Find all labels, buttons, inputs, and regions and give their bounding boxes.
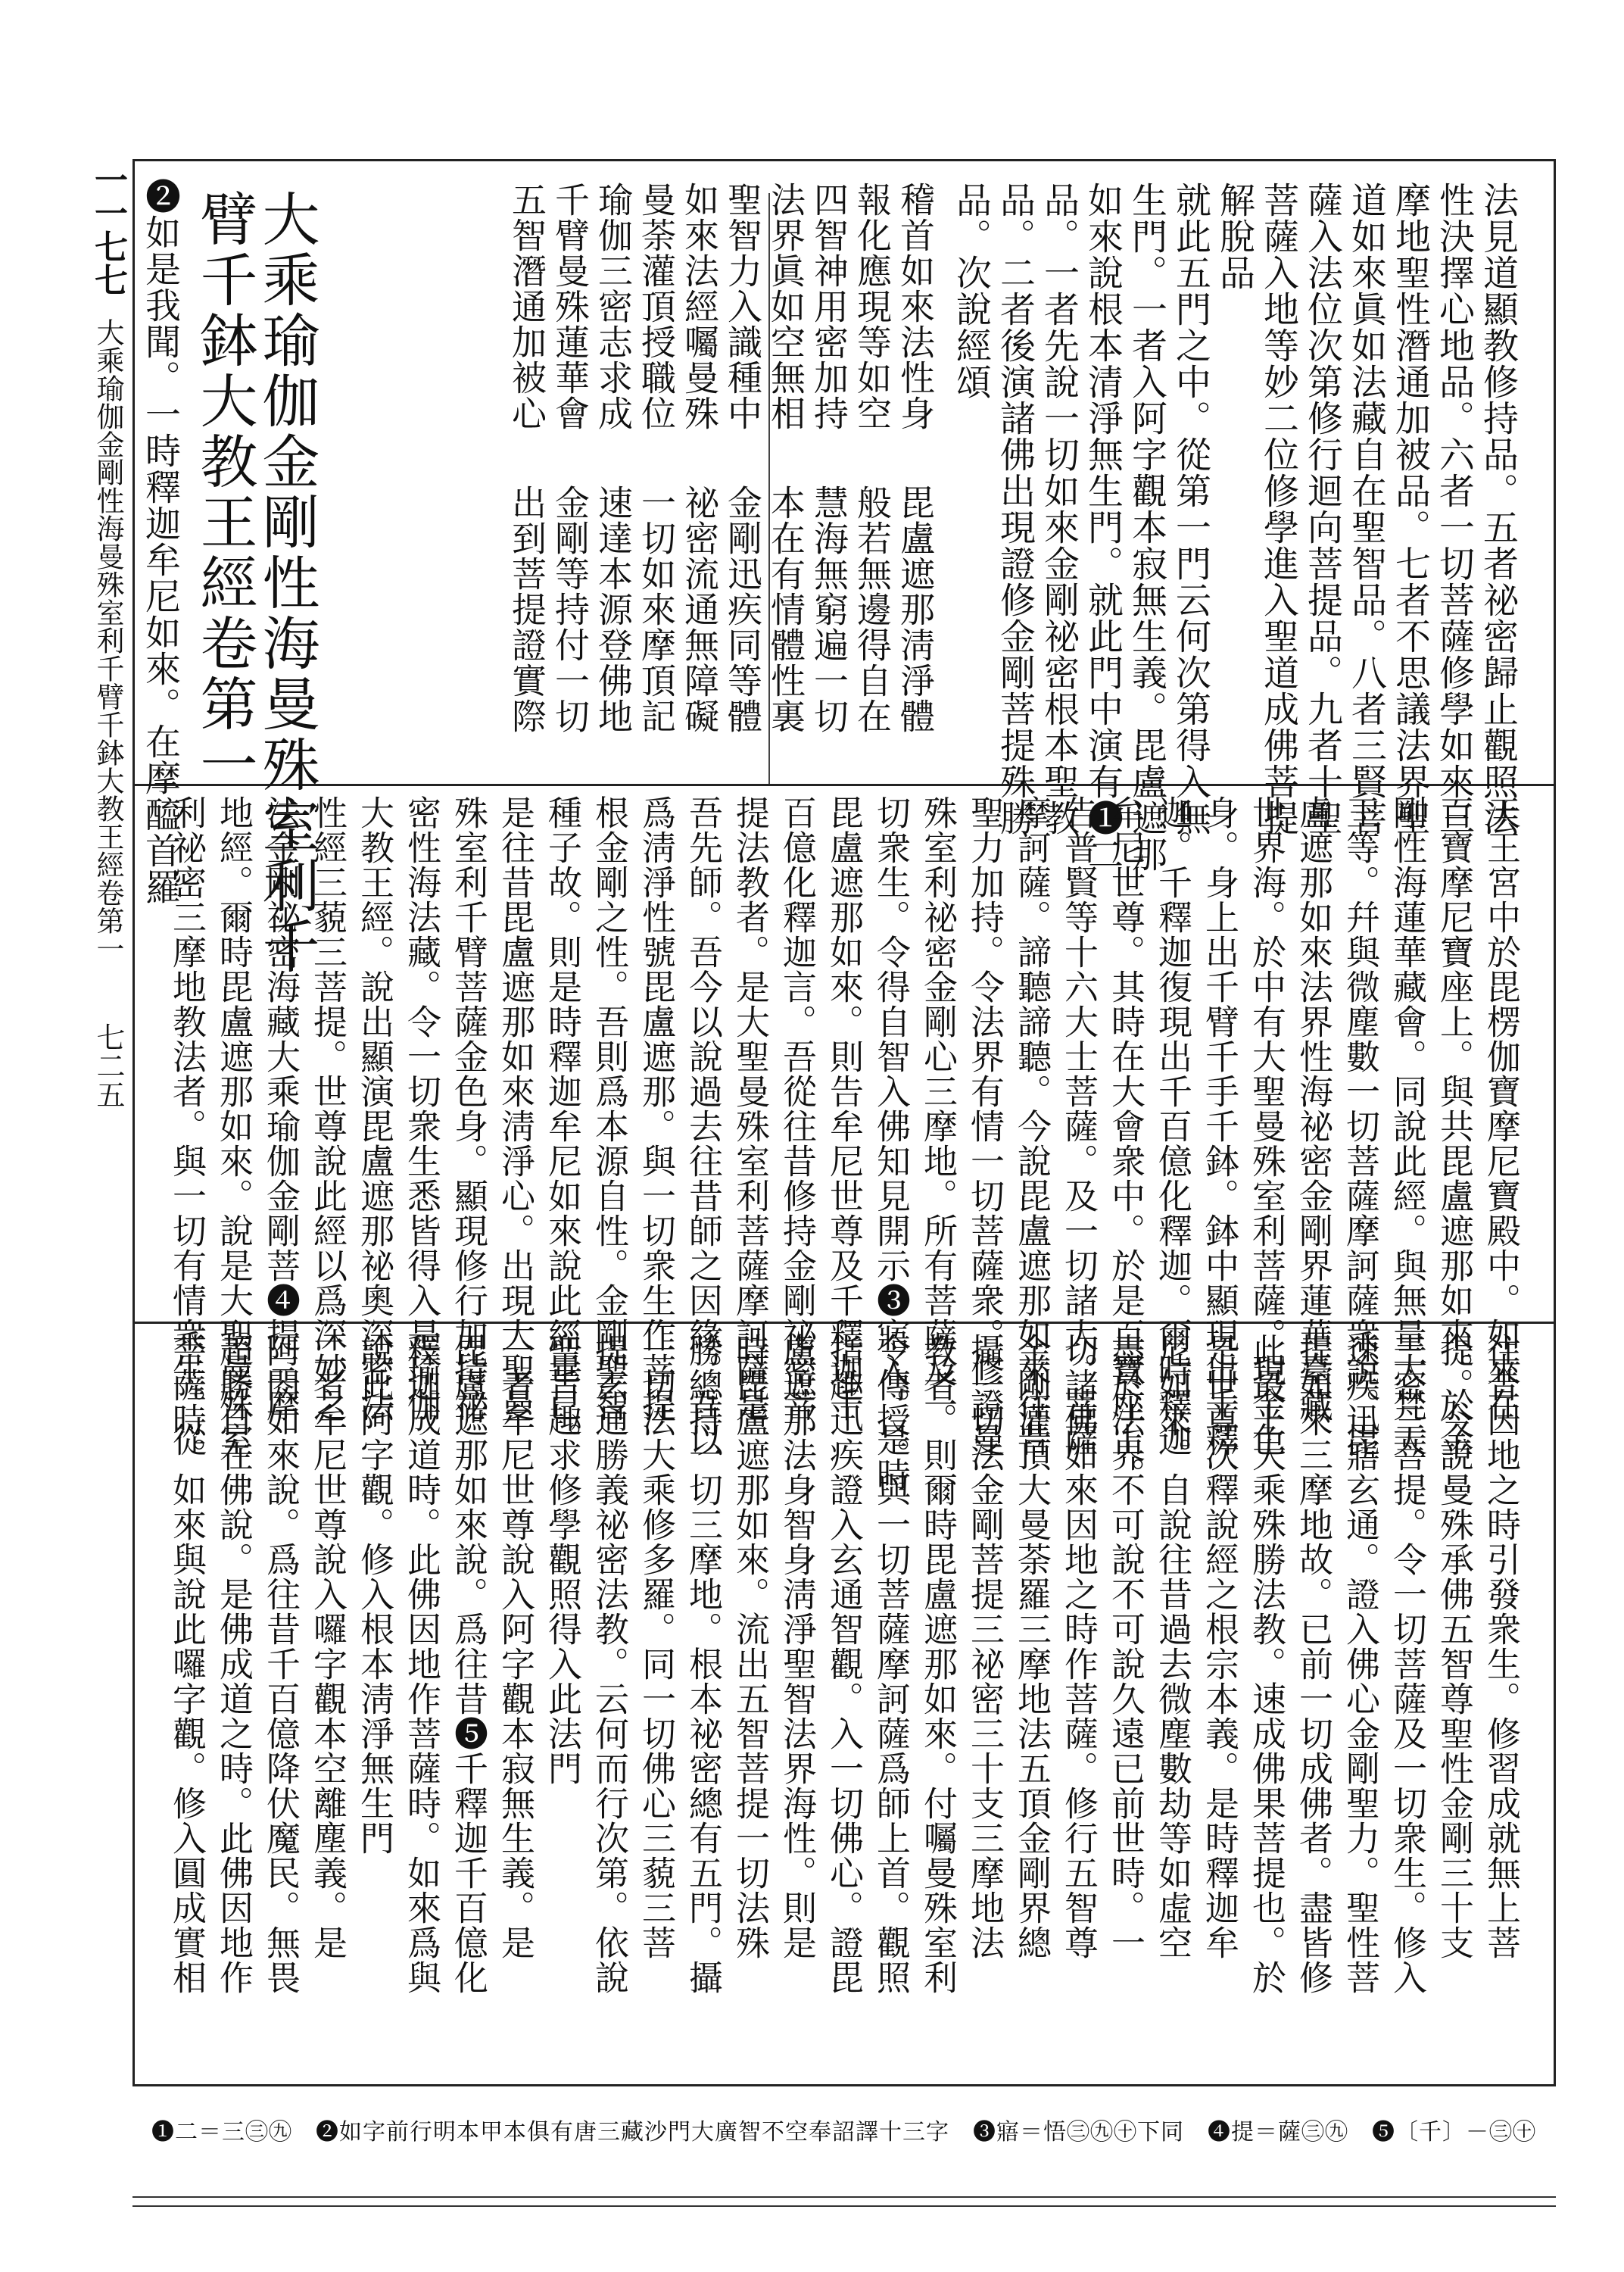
lower-column: 令傳授。與一切菩薩摩訶薩爲師上首。觀照 bbox=[871, 1333, 911, 1995]
lower-column: 提玄通勝義祕密法教。云何而行次第。依說 bbox=[589, 1333, 629, 1995]
lower-column: 二者牟尼世尊說入囉字觀本空離塵義。是 bbox=[307, 1333, 348, 1960]
middle-column: 剛性海蓮華藏會。同說此經。與無量大梵天 bbox=[1387, 795, 1427, 1457]
lower-column: 阿閦如來說。爲往昔千百億降伏魔民。無畏 bbox=[260, 1333, 301, 1995]
middle-column: 是往昔毘盧遮那如來淸淨心。出現大聖曼 bbox=[495, 795, 535, 1422]
lower-column: 提如來三摩地故。已前一切成佛者。盡皆修 bbox=[1293, 1333, 1333, 1995]
lower-column: 聖旨趣求修學觀照得入此法門 bbox=[542, 1333, 582, 1786]
middle-column: 性經三藐三菩提。世尊說此經以爲深妙之 bbox=[307, 795, 348, 1422]
middle-column: 殊室利千臂菩薩金色身。顯現修行加持祕 bbox=[448, 795, 488, 1422]
middle-column: 地經。爾時毘盧遮那如來。說是大聖曼殊室 bbox=[214, 795, 254, 1457]
folio-number: 七二五 bbox=[92, 1022, 125, 1109]
lower-column: 說此阿字觀。修入根本淸淨無生門 bbox=[354, 1333, 394, 1855]
lower-column: 切諸佛如來因地之時作菩薩。修行五智尊 bbox=[1058, 1333, 1099, 1960]
lower-column: 盡於法界不可說不可說久遠已前世時。一 bbox=[1105, 1333, 1146, 1960]
middle-column: 摩訶薩。諦聽諦聽。今說毘盧遮那如來往昔 bbox=[1011, 795, 1052, 1457]
upper-column: 摩地聖性潛通加被品。七者不思議法界聖 bbox=[1389, 182, 1431, 836]
verse-upper-column: 千臂曼殊蓮華會 bbox=[550, 182, 591, 431]
lower-column: 提。今說曼殊承佛五智尊聖性金剛三十支 bbox=[1434, 1333, 1474, 1960]
middle-column: 爲淸淨性號毘盧遮那。與一切衆生作菩提 bbox=[636, 795, 676, 1422]
running-title: 大乘瑜伽金剛性海曼殊室利千臂千鉢大教王經卷第一 bbox=[92, 318, 124, 963]
verse-upper-column: 四智神用密加持 bbox=[809, 182, 849, 431]
lower-column: 三密三菩提。令一切菩薩及一切衆生。修入 bbox=[1387, 1333, 1427, 1995]
footer-rule-2 bbox=[132, 2205, 1556, 2207]
lower-column: 攝一切法金剛菩提三祕密三十支三摩地法 bbox=[965, 1333, 1005, 1960]
lower-column: 盧遮那法身智身淸淨聖智法界海性。則是 bbox=[777, 1333, 817, 1960]
middle-column: 王等。幷與微塵數一切菩薩摩訶薩衆說。毘 bbox=[1340, 795, 1380, 1457]
lower-column: 菩薩時。如來與說此囉字觀。修入圓成實相 bbox=[167, 1333, 207, 1995]
lower-column: 釋迦成道時。此佛因地作菩薩時。如來爲與 bbox=[401, 1333, 441, 1995]
verse-lower-column: 金剛等持付一切 bbox=[550, 485, 591, 734]
upper-column: 道如來眞如法藏自在聖智品。八者三賢菩 bbox=[1345, 182, 1387, 836]
middle-column: 聖力加持。令法界有情一切菩薩衆。修證曼 bbox=[965, 795, 1005, 1457]
verse-upper-column: 法界眞如空無相 bbox=[765, 182, 806, 431]
sutra-title-line1: 大乘瑜伽金剛性海曼殊室利千 bbox=[253, 189, 320, 977]
lower-column: 金剛灌頂大曼荼羅三摩地法五頂金剛界總 bbox=[1011, 1333, 1052, 1960]
middle-column: 吾先師。吾今以說過去往昔師之因緣。吾以 bbox=[683, 795, 723, 1457]
middle-column: 百寶摩尼寶座上。與共毘盧遮那如來。於金 bbox=[1434, 795, 1474, 1457]
upper-column: 解脫品 bbox=[1214, 182, 1255, 291]
upper-column: 就此五門之中。從第一門云何次第得入無 bbox=[1170, 182, 1211, 836]
middle-column: 天王宮中於毘楞伽寶摩尼寶殿中。如來在 bbox=[1481, 795, 1521, 1422]
lower-column: 一者牟尼世尊說入阿字觀本寂無生義。是 bbox=[495, 1333, 535, 1960]
middle-column: 密性海法藏。令一切衆生悉皆得入是瑜伽 bbox=[401, 795, 441, 1422]
lower-column: 勝總持一切三摩地。根本祕密總有五門。攝 bbox=[683, 1333, 723, 1995]
upper-column: 品。次說經頌 bbox=[950, 182, 992, 400]
footnotes: ❶二＝三㊂㊈ ❷如字前行明本甲本俱有唐三藏沙門大廣智不空奉詔譯十三字 ❸寤＝悟㊂㊈㊉下同 ❹提＝薩㊂㊈ ❺〔千〕－㊂㊉ bbox=[151, 2119, 1536, 2146]
middle-column: 毘盧遮那如來。則告牟尼世尊及千釋迦千 bbox=[824, 795, 864, 1422]
lower-column: 時毘盧遮那如來。流出五智菩提一切法殊 bbox=[730, 1333, 770, 1960]
verse-lower-column: 般若無邊得自在 bbox=[852, 485, 893, 734]
middle-column: 利祕密三摩地教法者。與一切有情衆生。從 bbox=[167, 795, 207, 1457]
verse-lower-column: 祕密流通無障礙 bbox=[679, 485, 720, 734]
verse-lower-column: 慧海無窮遍一切 bbox=[809, 485, 849, 734]
middle-column: 種子故。則是時釋迦牟尼如來說此經畢已。 bbox=[542, 795, 582, 1457]
lower-column: 尼如來。自說往昔過去微塵數劫等如虛空 bbox=[1152, 1333, 1192, 1960]
upper-column: 菩薩入地等妙二位修學進入聖道成佛菩提 bbox=[1258, 182, 1299, 836]
lower-column: 教者。則爾時毘盧遮那如來。付囑曼殊室利 bbox=[918, 1333, 958, 1995]
verse-upper-column: 聖智力入識種中 bbox=[722, 182, 763, 431]
opening-line: ❷如是我聞。一時釋迦牟尼如來。在摩醯首羅 bbox=[139, 178, 181, 905]
middle-column: 切衆生。令得自智入佛知見開示❸寤入。是時 bbox=[871, 795, 911, 1492]
middle-column: 根金剛之性。吾則爲本源自性。金剛聖智 bbox=[589, 795, 629, 1422]
middle-column: 身。身上出千臂千手千鉢。鉢中顯現出千釋 bbox=[1199, 795, 1239, 1457]
middle-column: 告普賢等十六大士菩薩。及一切諸大。菩薩 bbox=[1058, 795, 1099, 1457]
footer-rule-1 bbox=[132, 2196, 1556, 2198]
upper-column: 如來說根本清淨無生門。就此門中演有❶二 bbox=[1082, 182, 1124, 872]
verse-lower-column: 毘盧遮那淸淨體 bbox=[895, 485, 936, 734]
verse-lower-column: 本在有情體性裏 bbox=[765, 485, 806, 734]
middle-column: 法金剛祕密海藏大乘瑜伽金剛菩❹提三摩 bbox=[260, 795, 301, 1422]
verse-upper-column: 五智潛通加被心 bbox=[507, 182, 547, 431]
lower-column: 往昔因地之時引發衆生。修習成就無上菩 bbox=[1481, 1333, 1521, 1960]
middle-column: 殊室利祕密金剛心三摩地。所有菩薩及一 bbox=[918, 795, 958, 1422]
page-number: 一一七七 bbox=[89, 163, 127, 296]
middle-column: 牟尼世尊。其時在大會衆中。於是百寶座上。 bbox=[1105, 795, 1146, 1492]
upper-column: 法見道顯教修持品。五者祕密歸止觀照法 bbox=[1477, 182, 1519, 836]
sutra-title-line2: 臂千鉢大教王經卷第一 bbox=[191, 189, 258, 795]
upper-column: 品。一者先說一切如來金剛祕密根本聖教 bbox=[1038, 182, 1080, 836]
lower-column: 此最上大乘殊勝法教。速成佛果菩提也。於 bbox=[1246, 1333, 1286, 1995]
middle-column: 世界海。於中有大聖曼殊室利菩薩。現金色 bbox=[1246, 795, 1286, 1457]
verse-upper-column: 如來法經囑曼殊 bbox=[679, 182, 720, 431]
verse-upper-column: 瑜伽三密志求成 bbox=[593, 182, 634, 431]
verse-lower-column: 速達本源登佛地 bbox=[593, 485, 634, 734]
verse-lower-column: 一切如來摩頂記 bbox=[636, 485, 677, 734]
upper-column: 品。二者後演諸佛出現證修金剛菩提殊勝 bbox=[994, 182, 1036, 836]
lower-column: 毘盧遮那如來說。爲往昔❺千釋迦千百億化 bbox=[448, 1333, 488, 1995]
verse-upper-column: 稽首如來法性身 bbox=[895, 182, 936, 431]
upper-column: 性決擇心地品。六者一切菩薩修學如來三 bbox=[1433, 182, 1475, 836]
middle-column: 迦。千釋迦復現出千百億化釋迦。爾時釋迦 bbox=[1152, 795, 1192, 1457]
middle-column: 大教王經。說出顯演毘盧遮那祕奧深密法 bbox=[354, 795, 394, 1422]
verse-upper-column: 報化應現等如空 bbox=[852, 182, 893, 431]
lower-column: 指趣迅疾證入玄通智觀。入一切佛心。證毘 bbox=[824, 1333, 864, 1995]
verse-upper-column: 曼荼灌頂授職位 bbox=[636, 182, 677, 431]
upper-column: 薩入法位次第修行迴向菩提品。九者十聖 bbox=[1301, 182, 1343, 836]
middle-column: 提法教者。是大聖曼殊室利菩薩摩訶薩是 bbox=[730, 795, 770, 1422]
lower-column: 超勝自在佛說。是佛成道之時。此佛因地作 bbox=[214, 1333, 254, 1995]
lower-column: 速疾迅寤玄通。證入佛心金剛聖力。聖性菩 bbox=[1340, 1333, 1380, 1995]
upper-column: 生門。一者入阿字觀本寂無生義。毘盧遮那 bbox=[1126, 182, 1167, 872]
middle-column: 百億化釋迦言。吾從往昔修持金剛祕密菩 bbox=[777, 795, 817, 1422]
lower-column: 一切法大乘修多羅。同一切佛心三藐三菩 bbox=[636, 1333, 676, 1960]
lower-column: 是世尊次釋說經之根宗本義。是時釋迦牟 bbox=[1199, 1333, 1239, 1960]
verse-lower-column: 出到菩提證實際 bbox=[507, 485, 547, 734]
middle-column: 盧遮那如來法界性海祕密金剛界蓮華臺藏 bbox=[1293, 795, 1333, 1422]
verse-lower-column: 金剛迅疾同等體 bbox=[722, 485, 763, 734]
